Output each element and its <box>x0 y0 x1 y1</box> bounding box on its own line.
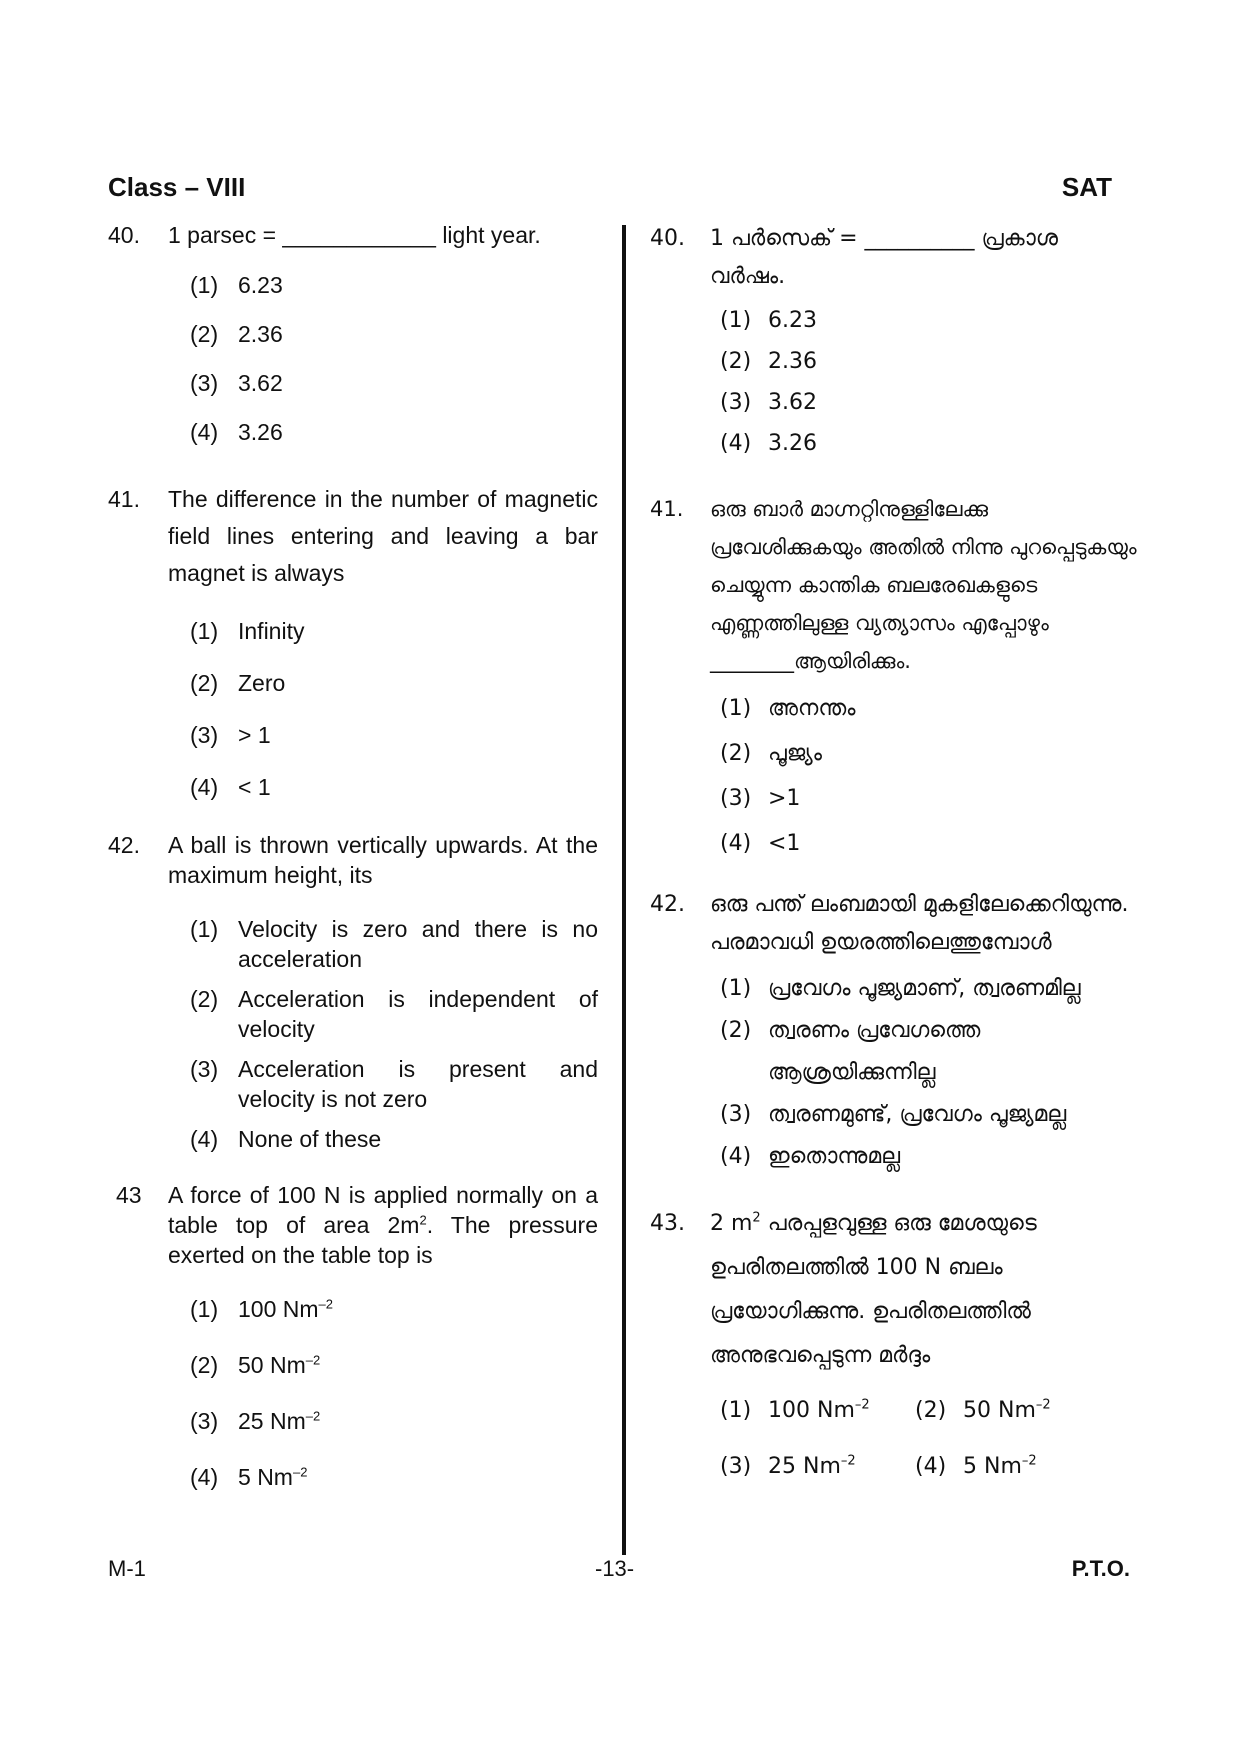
question-number: 40. <box>650 226 685 251</box>
option-text: ത്വരണം പ്രവേഗത്തെ ആശ്രയിക്കുന്നില്ല <box>768 1018 981 1085</box>
question-text: 1 parsec = ____________ light year. <box>168 222 541 248</box>
option-text: Acceleration is independent of velocity <box>238 986 598 1042</box>
option-label: (2) <box>190 321 219 347</box>
option-text: 5 $Nm^{-2}$ <box>238 1464 308 1490</box>
option-label: (1) <box>190 618 219 644</box>
option-label: (1) <box>720 1398 752 1423</box>
question-text: 1 പർസെക് = __________ പ്രകാശ വർഷം. <box>710 226 1058 289</box>
option-label: (3) <box>720 390 752 415</box>
option-text: 2.36 <box>238 321 283 347</box>
option-text: 3.62 <box>238 370 283 396</box>
column-divider <box>622 225 626 1555</box>
option-text: Acceleration is present and velocity is not zero <box>238 1056 598 1112</box>
option-text: None of these <box>238 1126 382 1152</box>
class-heading: Class – VIII <box>108 172 246 202</box>
option-text: 3.26 <box>238 419 283 445</box>
question-43-en <box>108 1180 598 1492</box>
option-label: (4) <box>190 1464 219 1490</box>
option-label: (4) <box>720 831 752 856</box>
option-text: Infinity <box>238 618 305 644</box>
option-label: (2) <box>190 670 219 696</box>
option-text: Velocity is zero and there is no acceleration <box>238 916 598 972</box>
option-text: ഇതൊന്നുമല്ല <box>768 1144 901 1169</box>
option-text: 3.26 <box>768 431 817 456</box>
question-41-ml <box>650 490 1140 866</box>
exam-heading: SAT <box>1061 172 1112 202</box>
option-text: >1 <box>768 786 801 811</box>
question-number: 41. <box>108 486 140 512</box>
option-label: (1) <box>190 916 219 942</box>
option-label: (3) <box>190 1056 219 1082</box>
question-text: The difference in the number of magnetic field lines entering and leaving a bar magnet is always <box>168 486 598 586</box>
option-text: Zero <box>238 670 286 696</box>
option-text: 6.23 <box>238 272 283 298</box>
option-label: (4) <box>720 431 752 456</box>
option-text: < 1 <box>238 774 271 800</box>
option-text: അനന്തം <box>768 696 856 721</box>
option-label: (2) <box>915 1398 947 1423</box>
question-number: 40. <box>108 222 140 248</box>
question-text: A ball is thrown vertically upwards. At the maximum height, its <box>168 832 598 888</box>
pto-label: P.T.O. <box>1071 1556 1130 1581</box>
question-number: 42. <box>108 832 140 858</box>
option-label: (3) <box>190 722 219 748</box>
question-text: A force of 100 N is applied normally on a table top of area $2m^2$. The pressure exerted on the table top is <box>168 1182 598 1268</box>
option-label: (3) <box>190 1408 219 1434</box>
question-text: ഒരു ബാർ മാഗ്നറ്റിനുള്ളിലേക്കു പ്രവേശിക്കുകയും അതിൽ നിന്നു പുറപ്പെടുകയും ചെയ്യുന്ന കാന്തിക ബലരേഖകളുടെ എണ്ണത്തിലുള്ള വ്യത്യാസം എപ്പോഴും ________ആയിരിക്കും. <box>710 497 1137 673</box>
option-label: (3) <box>720 1454 752 1479</box>
option-text: 6.23 <box>768 308 817 333</box>
question-text: ഒരു പന്ത് ലംബമായി മുകളിലേക്കെറിയുന്നു. പരമാവധി ഉയരത്തിലെത്തുമ്പോൾ <box>710 892 1129 955</box>
option-label: (4) <box>190 419 219 445</box>
page-number: -13- <box>595 1556 635 1581</box>
option-text: 3.62 <box>768 390 817 415</box>
option-text: <1 <box>768 831 801 856</box>
option-label: (2) <box>720 1018 752 1043</box>
option-text: പ്രവേഗം പൂജ്യമാണ്, ത്വരണമില്ല <box>768 976 1081 1001</box>
option-label: (1) <box>720 308 752 333</box>
option-label: (1) <box>190 272 219 298</box>
option-grid <box>720 1392 1140 1486</box>
malayalam-column <box>650 220 1140 1486</box>
option-label: (2) <box>190 986 219 1012</box>
option-text: ത്വരണമുണ്ട്, പ്രവേഗം പൂജ്യമല്ല <box>768 1102 1067 1127</box>
option-text: > 1 <box>238 722 271 748</box>
option-label: (2) <box>190 1352 219 1378</box>
question-42-ml <box>650 886 1140 1178</box>
option-text: 50 $Nm^{-2}$ <box>238 1352 321 1378</box>
footer-code: M-1 <box>108 1556 146 1581</box>
option-label: (4) <box>915 1454 947 1479</box>
question-text: 2 $m^2$ പരപ്പളവുള്ള ഒരു മേശയുടെ ഉപരിതലത്തിൽ 100 N ബലം പ്രയോഗിക്കുന്നു. ഉപരിതലത്തിൽ അനുഭവപ്പെടുന്ന മർദ്ദം <box>710 1210 1037 1368</box>
option-label: (4) <box>190 1126 219 1152</box>
option-label: (3) <box>720 786 752 811</box>
option-text: 50 $Nm^{-2}$ <box>963 1397 1051 1423</box>
option-label: (1) <box>720 976 752 1001</box>
question-43-ml <box>650 1202 1140 1486</box>
option-label: (3) <box>190 370 219 396</box>
option-text: 100 $Nm^{-2}$ <box>768 1397 870 1423</box>
question-40-en <box>108 220 598 447</box>
question-42-en <box>108 830 598 1154</box>
question-number: 43. <box>650 1211 685 1236</box>
question-number: 42. <box>650 892 685 917</box>
question-number: 43 <box>116 1182 142 1208</box>
option-text: 100 $Nm^{-2}$ <box>238 1296 334 1322</box>
option-text: 25 $Nm^{-2}$ <box>768 1453 856 1479</box>
option-label: (2) <box>720 741 752 766</box>
option-text: 5 $Nm^{-2}$ <box>963 1453 1037 1479</box>
option-label: (4) <box>720 1144 752 1169</box>
option-label: (4) <box>190 774 219 800</box>
option-label: (1) <box>720 696 752 721</box>
question-41-en <box>108 481 598 802</box>
question-number: 41. <box>650 497 684 521</box>
option-text: 2.36 <box>768 349 817 374</box>
option-text: 25 $Nm^{-2}$ <box>238 1408 321 1434</box>
option-label: (3) <box>720 1102 752 1127</box>
option-label: (1) <box>190 1296 219 1322</box>
option-label: (2) <box>720 349 752 374</box>
english-column <box>108 220 598 1492</box>
option-text: പൂജ്യം <box>768 741 822 766</box>
question-40-ml <box>650 220 1140 464</box>
